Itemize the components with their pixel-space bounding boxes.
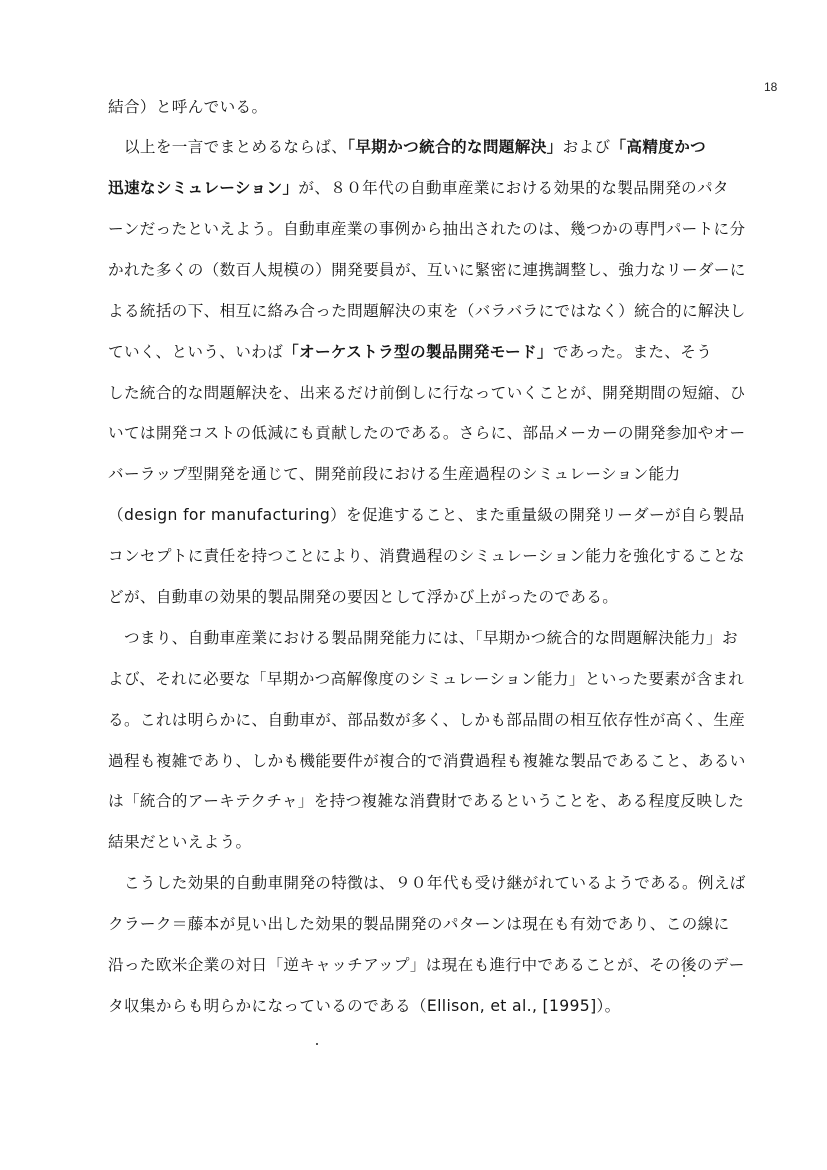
text-run: よる統括の下、相互に絡み合った問題解決の束を（バラバラにではなく）統合的に解決し: [108, 302, 746, 320]
text-run: バーラップ型開発を通じて、開発前段における生産過程のシミュレーション能力: [108, 465, 681, 483]
text-line: [108, 301, 746, 321]
bold-phrase: 「高精度かつ: [610, 138, 707, 156]
text-line: [108, 546, 745, 566]
text-line: [108, 751, 746, 771]
text-run: および: [562, 138, 611, 156]
text-line: [108, 423, 745, 443]
text-run: 沿った欧米企業の対日「逆キャッチアップ」は現在も進行中であることが、その後のデー: [108, 956, 745, 974]
bold-phrase: 迅速なシミュレーション」: [108, 179, 299, 197]
text-line: [108, 464, 680, 484]
text-line: [108, 97, 267, 117]
text-run: どが、自動車の効果的製品開発の要因として浮かび上がったのである。: [108, 588, 619, 606]
text-run: ーンだったといえよう。自動車産業の事例から抽出されたのは、幾つかの専門パートに分: [108, 220, 746, 238]
text-line: [108, 383, 746, 403]
text-run: こうした効果的自動車開発の特徴は、９０年代も受け継がれているようである。例えば: [108, 874, 746, 892]
text-line: [108, 914, 730, 934]
text-run: よび、それに必要な「早期かつ高解像度のシミュレーション能力」といった要素が含まれ: [108, 670, 745, 688]
text-run: （design for manufacturing）を促進すること、また重量級の開発リーダーが自ら製品: [108, 506, 745, 524]
text-run: 以上を一言でまとめるならば、: [108, 138, 348, 156]
scan-speck: [683, 975, 685, 977]
text-line: [108, 137, 706, 157]
text-line: [108, 873, 746, 893]
text-run: は「統合的アーキテクチャ」を持つ複雑な消費財であるということを、ある程度反映した: [108, 792, 745, 810]
text-line: [108, 587, 618, 607]
text-line: [108, 669, 744, 689]
text-line: [108, 628, 738, 648]
text-run: タ収集からも明らかになっているのである（Ellison, et al., [1995]）。: [108, 997, 621, 1015]
text-run: る。これは明らかに、自動車が、部品数が多く、しかも部品間の相互依存性が高く、生産: [108, 711, 746, 729]
text-run: かれた多くの（数百人規模の）開発要員が、互いに緊密に連携調整し、強力なリーダーに: [108, 261, 746, 279]
text-run: いては開発コストの低減にも貢献したのである。さらに、部品メーカーの開発参加やオー: [108, 424, 746, 442]
text-run: 結果だといえよう。: [108, 833, 252, 851]
text-line: [108, 219, 745, 239]
text-run: 過程も複雑であり、しかも機能要件が複合的で消費過程も複雑な製品であること、あるい: [108, 752, 746, 770]
bold-phrase: 「オーケストラ型の製品開発モード」: [283, 343, 553, 361]
text-run: クラーク＝藤本が見い出した効果的製品開発のパターンは現在も有効であり、この線に: [108, 915, 730, 933]
text-line: [108, 710, 745, 730]
text-run: した統合的な問題解決を、出来るだけ前倒しに行なっていくことが、開発期間の短縮、ひ: [108, 384, 746, 402]
text-run: コンセプトに責任を持つことにより、消費過程のシミュレーション能力を強化することな: [108, 547, 745, 565]
text-line: [108, 342, 712, 362]
text-run: 結合）と呼んでいる。: [108, 98, 268, 116]
scan-speck: [316, 1043, 318, 1045]
text-run: であった。また、そう: [552, 343, 713, 361]
text-run: が、８０年代の自動車産業における効果的な製品開発のパタ: [298, 179, 729, 197]
text-line: [108, 996, 621, 1016]
text-line: [108, 955, 745, 975]
text-line: [108, 791, 744, 811]
text-line: [108, 178, 729, 198]
text-line: [108, 260, 746, 280]
bold-phrase: 「早期かつ統合的な問題解決」: [347, 138, 563, 156]
text-run: つまり、自動車産業における製品開発能力には、「早期かつ統合的な問題解決能力」お: [108, 629, 738, 647]
page-number: 18: [764, 80, 778, 94]
text-line: [108, 832, 252, 852]
text-run: ていく、という、いわば: [108, 343, 284, 361]
text-line: [108, 505, 745, 525]
